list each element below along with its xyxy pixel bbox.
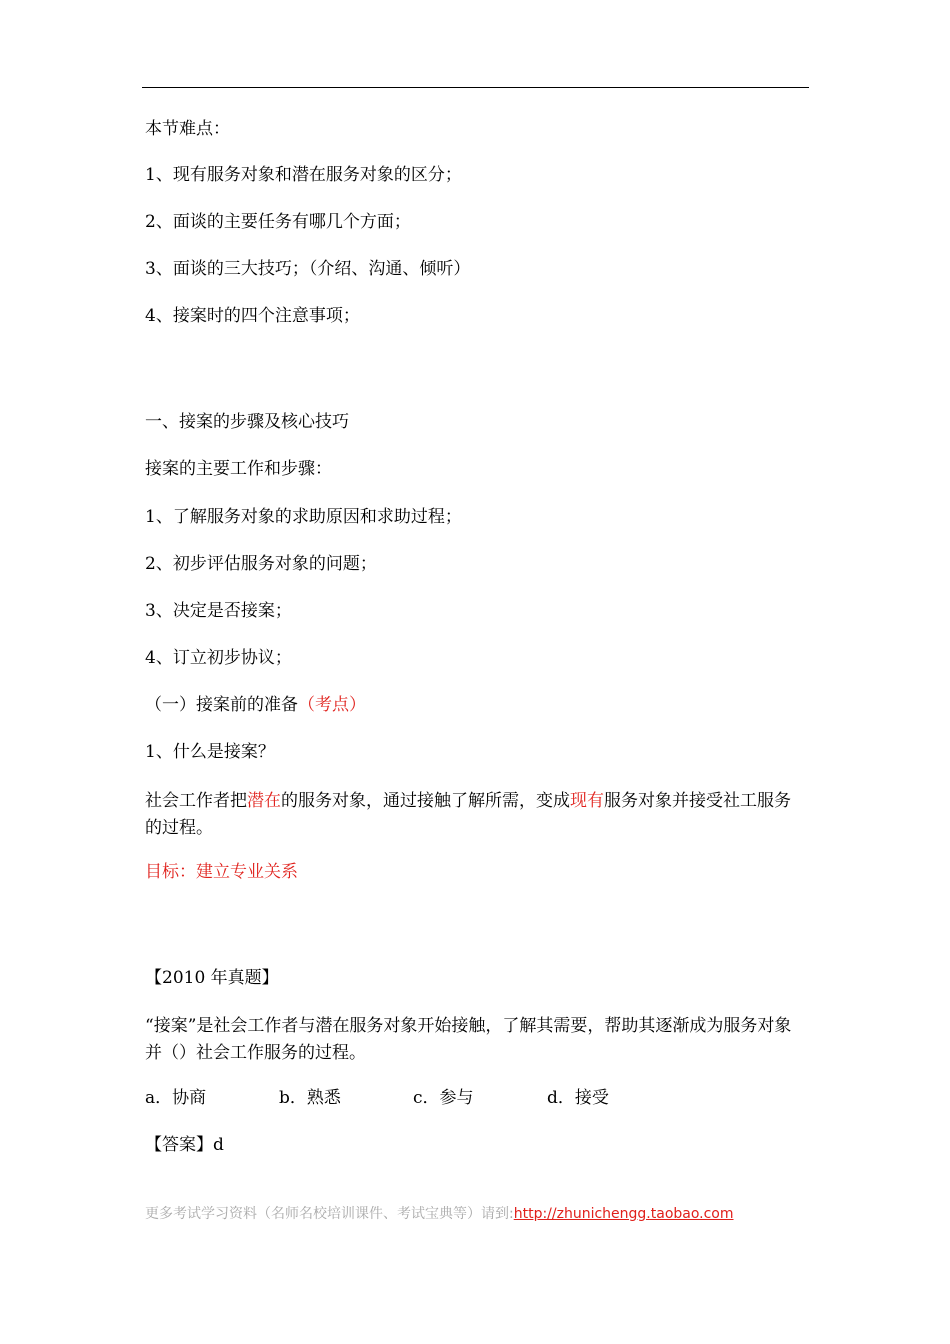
definition-part-1: 社会工作者把 xyxy=(145,791,247,811)
definition-paragraph xyxy=(145,788,805,842)
sub-heading-text: （一）接案前的准备 xyxy=(145,695,298,715)
footer-link[interactable]: http://zhunichengg.taobao.com xyxy=(513,1206,734,1222)
section-title: 一、接案的步骤及核心技巧 xyxy=(145,412,349,432)
answer-line xyxy=(145,1132,224,1159)
exam-tag: 【2010 年真题】 xyxy=(145,968,279,988)
difficulty-item-3: 3、面谈的三大技巧；（介绍、沟通、倾听） xyxy=(145,259,471,279)
definition-highlight-current: 现有 xyxy=(570,791,604,811)
step-item-3: 3、决定是否接案； xyxy=(145,601,292,621)
answer-value: d xyxy=(213,1135,224,1155)
question-heading: 1、什么是接案？ xyxy=(145,742,275,762)
exam-option-b: b．熟悉 xyxy=(279,1088,341,1108)
exam-option-d: d．接受 xyxy=(547,1088,609,1108)
definition-part-2: 的服务对象，通过接触了解所需，变成 xyxy=(281,791,570,811)
difficulty-item-2: 2、面谈的主要任务有哪几个方面； xyxy=(145,212,411,232)
step-item-4: 4、订立初步协议； xyxy=(145,648,292,668)
difficulties-heading: 本节难点： xyxy=(145,119,230,139)
exam-option-c: c．参与 xyxy=(413,1088,474,1108)
definition-part-3: 服务对象并接受社工服务的过程。 xyxy=(145,791,791,838)
difficulty-item-1: 1、现有服务对象和潜在服务对象的区分； xyxy=(145,165,462,185)
exam-question: “接案”是社会工作者与潜在服务对象开始接触，了解其需要，帮助其逐渐成为服务对象并（）社会工作服务的过程。 xyxy=(145,1016,792,1063)
answer-label: 【答案】 xyxy=(145,1135,213,1155)
step-item-2: 2、初步评估服务对象的问题； xyxy=(145,554,377,574)
difficulty-item-4: 4、接案时的四个注意事项； xyxy=(145,306,360,326)
exam-point-tag: （考点） xyxy=(298,695,366,715)
header-rule xyxy=(142,87,809,88)
goal-line: 目标：建立专业关系 xyxy=(145,862,298,882)
steps-heading: 接案的主要工作和步骤： xyxy=(145,459,332,479)
footer xyxy=(145,1204,734,1224)
sub-heading xyxy=(145,692,366,719)
step-item-1: 1、了解服务对象的求助原因和求助过程； xyxy=(145,507,462,527)
footer-text: 更多考试学习资料（名师名校培训课件、考试宝典等）请到: xyxy=(145,1206,514,1222)
definition-highlight-potential: 潜在 xyxy=(247,791,281,811)
exam-option-a: a．协商 xyxy=(145,1088,207,1108)
